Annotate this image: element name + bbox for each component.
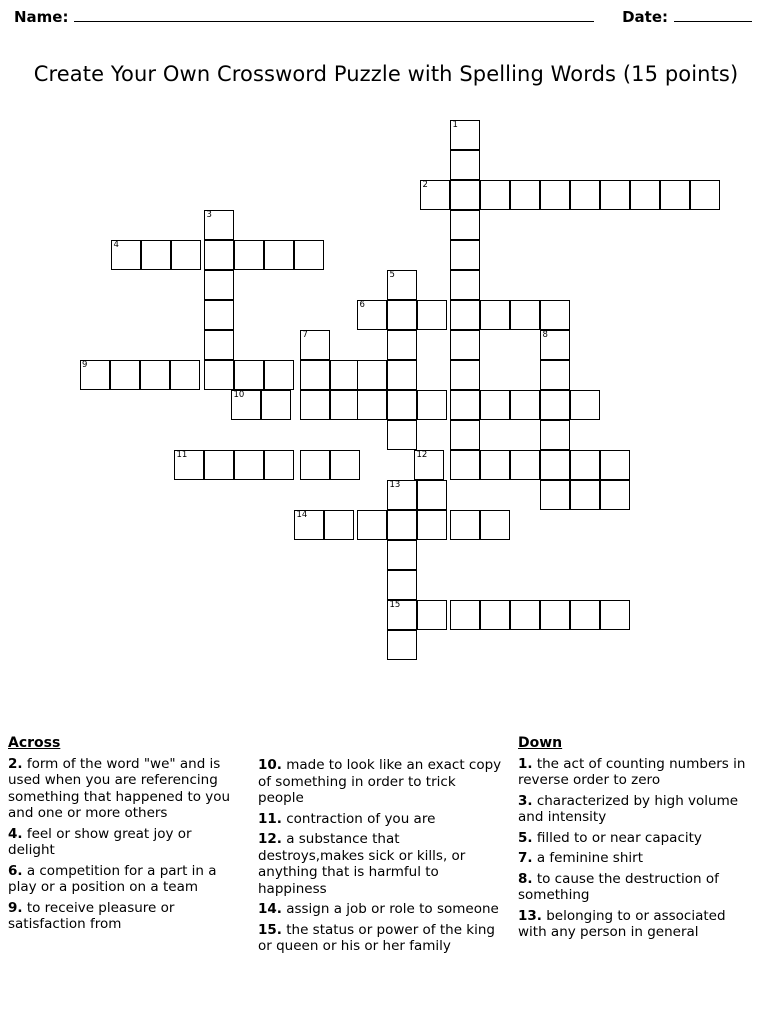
cell-number: 5 — [389, 270, 395, 280]
crossword-cell[interactable] — [480, 180, 510, 210]
clue-item — [8, 826, 240, 859]
crossword-cell-start-14[interactable] — [294, 510, 324, 540]
crossword-cell[interactable] — [570, 390, 600, 420]
crossword-cell[interactable] — [570, 600, 600, 630]
crossword-cell[interactable] — [480, 450, 510, 480]
cell-number: 15 — [389, 600, 401, 610]
clue-item — [518, 871, 758, 904]
date-write-line[interactable] — [674, 21, 752, 22]
across-clue-column-2 — [258, 735, 503, 959]
cell-number: 3 — [206, 210, 212, 220]
crossword-cell[interactable] — [357, 360, 387, 390]
across-clue-list-2 — [258, 757, 503, 955]
crossword-cell-start-5[interactable] — [387, 270, 417, 300]
clue-item — [8, 900, 240, 933]
crossword-cell[interactable] — [450, 300, 480, 330]
crossword-cell[interactable] — [387, 510, 417, 540]
clue-number: 4. — [8, 825, 23, 842]
crossword-cell[interactable] — [234, 360, 264, 390]
crossword-cell[interactable] — [264, 240, 294, 270]
crossword-cell[interactable] — [450, 150, 480, 180]
crossword-cell[interactable] — [600, 180, 630, 210]
crossword-cell[interactable] — [570, 180, 600, 210]
crossword-cell[interactable] — [450, 360, 480, 390]
crossword-cell[interactable] — [330, 450, 360, 480]
clue-number: 11. — [258, 810, 282, 827]
crossword-cell-start-13[interactable] — [387, 480, 417, 510]
crossword-cell[interactable] — [450, 390, 480, 420]
clue-number: 14. — [258, 901, 282, 917]
crossword-cell[interactable] — [510, 300, 540, 330]
crossword-cell[interactable] — [387, 630, 417, 660]
crossword-cell[interactable] — [660, 180, 690, 210]
crossword-cell[interactable] — [204, 300, 234, 330]
crossword-cell[interactable] — [450, 450, 480, 480]
crossword-cell[interactable] — [690, 180, 720, 210]
down-heading: Down — [518, 735, 563, 751]
crossword-cell-start-12[interactable] — [414, 450, 444, 480]
crossword-cell[interactable] — [324, 510, 354, 540]
clue-text: characterized by high volume and intensity — [518, 792, 739, 825]
crossword-cell[interactable] — [170, 360, 200, 390]
crossword-cell[interactable] — [417, 480, 447, 510]
clue-number: 5. — [518, 829, 533, 846]
clue-number: 2. — [8, 755, 23, 772]
clue-item — [518, 850, 758, 867]
clue-text: contraction of you are — [281, 810, 436, 827]
crossword-cell[interactable] — [387, 570, 417, 600]
page-title: Create Your Own Crossword Puzzle with Spelling Words (15 points) — [33, 62, 739, 86]
crossword-cell[interactable] — [450, 210, 480, 240]
crossword-cell[interactable] — [450, 330, 480, 360]
cell-number: 14 — [296, 510, 308, 520]
clue-number: 8. — [518, 870, 533, 887]
crossword-cell[interactable] — [540, 300, 570, 330]
crossword-cell[interactable] — [264, 450, 294, 480]
crossword-cell[interactable] — [387, 540, 417, 570]
crossword-cell[interactable] — [540, 480, 570, 510]
crossword-cell-start-4[interactable] — [111, 240, 141, 270]
clue-number: 13. — [518, 907, 542, 924]
crossword-cell-start-10[interactable] — [231, 390, 261, 420]
crossword-cell[interactable] — [480, 390, 510, 420]
clue-item — [518, 908, 758, 941]
worksheet-header — [14, 8, 758, 32]
crossword-cell[interactable] — [600, 480, 630, 510]
crossword-cell[interactable] — [540, 360, 570, 390]
crossword-cell-start-7[interactable] — [300, 330, 330, 360]
clue-number: 10. — [258, 757, 282, 773]
clue-item — [258, 757, 503, 807]
crossword-cell-start-2[interactable] — [420, 180, 450, 210]
crossword-cell[interactable] — [204, 240, 234, 270]
down-clue-list — [518, 756, 758, 941]
crossword-cell[interactable] — [264, 360, 294, 390]
clue-item — [8, 756, 240, 822]
cell-number: 6 — [359, 300, 365, 310]
crossword-cell[interactable] — [570, 480, 600, 510]
across-clue-column-1 — [8, 735, 240, 937]
clue-text: to receive pleasure or satisfaction from — [8, 899, 175, 932]
crossword-cell-start-15[interactable] — [387, 600, 417, 630]
crossword-cell[interactable] — [387, 300, 417, 330]
clue-text: a competition for a part in a play or a position on a team — [8, 862, 217, 895]
clue-text: a substance that destroys,makes sick or kills, or anything that is harmful to happiness — [258, 831, 466, 897]
date-label: Date: — [622, 8, 668, 26]
clue-number: 15. — [258, 921, 282, 938]
crossword-cell[interactable] — [540, 600, 570, 630]
cell-number: 7 — [302, 330, 308, 340]
clue-item — [518, 830, 758, 847]
crossword-cell[interactable] — [234, 240, 264, 270]
cell-number: 11 — [176, 450, 188, 460]
crossword-cell[interactable] — [261, 390, 291, 420]
name-label: Name: — [14, 8, 69, 26]
clue-text: made to look like an exact copy of something in order to trick people — [258, 757, 502, 806]
crossword-cell[interactable] — [630, 180, 660, 210]
clue-text: filled to or near capacity — [532, 829, 702, 846]
clue-item — [258, 922, 503, 955]
clue-text: the act of counting numbers in reverse order to zero — [518, 755, 746, 788]
clue-item — [518, 793, 758, 826]
crossword-cell[interactable] — [450, 600, 480, 630]
cell-number: 10 — [233, 390, 245, 400]
clue-text: form of the word "we" and is used when you are referencing something that happened to you and one or more others — [8, 755, 231, 821]
crossword-cell[interactable] — [330, 390, 360, 420]
crossword-cell[interactable] — [510, 180, 540, 210]
crossword-cell[interactable] — [387, 360, 417, 390]
crossword-cell[interactable] — [387, 390, 417, 420]
crossword-cell[interactable] — [480, 300, 510, 330]
crossword-cell[interactable] — [450, 510, 480, 540]
crossword-cell[interactable] — [540, 180, 570, 210]
crossword-cell[interactable] — [450, 240, 480, 270]
across-clue-list-1 — [8, 756, 240, 933]
crossword-cell[interactable] — [417, 510, 447, 540]
crossword-cell[interactable] — [357, 390, 387, 420]
crossword-cell[interactable] — [204, 330, 234, 360]
crossword-cell[interactable] — [204, 270, 234, 300]
clue-number: 7. — [518, 850, 533, 866]
crossword-cell[interactable] — [330, 360, 360, 390]
crossword-cell-start-9[interactable] — [80, 360, 110, 390]
crossword-cell-start-8[interactable] — [540, 330, 570, 360]
clue-text: the status or power of the king or queen or his or her family — [258, 921, 495, 954]
crossword-cell[interactable] — [141, 240, 171, 270]
cell-number: 13 — [389, 480, 401, 490]
name-write-line[interactable] — [74, 21, 594, 22]
crossword-cell[interactable] — [540, 420, 570, 450]
crossword-cell[interactable] — [300, 390, 330, 420]
crossword-cell[interactable] — [450, 420, 480, 450]
clue-item — [258, 901, 503, 918]
crossword-cell[interactable] — [417, 300, 447, 330]
crossword-cell[interactable] — [171, 240, 201, 270]
crossword-cell[interactable] — [480, 600, 510, 630]
clue-item — [258, 811, 503, 828]
clue-item — [258, 831, 503, 897]
crossword-cell-start-6[interactable] — [357, 300, 387, 330]
crossword-cell[interactable] — [570, 450, 600, 480]
crossword-grid[interactable] — [0, 112, 772, 682]
crossword-cell-start-1[interactable] — [450, 120, 480, 150]
crossword-cell[interactable] — [387, 420, 417, 450]
across-heading: Across — [8, 735, 61, 751]
crossword-cell[interactable] — [540, 390, 570, 420]
crossword-cell[interactable] — [204, 360, 234, 390]
crossword-cell[interactable] — [300, 360, 330, 390]
crossword-cell[interactable] — [600, 450, 630, 480]
crossword-cell[interactable] — [294, 240, 324, 270]
clue-item — [8, 863, 240, 896]
cell-number: 9 — [82, 360, 88, 370]
clue-number: 1. — [518, 755, 533, 772]
crossword-cell-start-3[interactable] — [204, 210, 234, 240]
crossword-cell[interactable] — [234, 450, 264, 480]
cell-number: 2 — [422, 180, 428, 190]
crossword-cell[interactable] — [387, 330, 417, 360]
crossword-cell[interactable] — [417, 390, 447, 420]
column-spacer — [258, 735, 503, 757]
crossword-cell[interactable] — [540, 450, 570, 480]
clue-number: 12. — [258, 831, 282, 847]
crossword-cell[interactable] — [140, 360, 170, 390]
crossword-cell[interactable] — [600, 600, 630, 630]
clue-text: feel or show great joy or delight — [8, 825, 192, 858]
crossword-cell[interactable] — [450, 180, 480, 210]
clue-text: assign a job or role to someone — [281, 901, 499, 917]
crossword-cell[interactable] — [510, 600, 540, 630]
crossword-cell[interactable] — [450, 270, 480, 300]
clue-number: 6. — [8, 862, 23, 879]
clue-text: to cause the destruction of something — [518, 870, 719, 903]
crossword-cell[interactable] — [510, 450, 540, 480]
crossword-cell[interactable] — [110, 360, 140, 390]
crossword-cell[interactable] — [204, 450, 234, 480]
crossword-cell[interactable] — [417, 600, 447, 630]
crossword-cell[interactable] — [357, 510, 387, 540]
down-clue-column — [518, 735, 758, 945]
clues-section — [0, 735, 772, 1020]
clue-item — [518, 756, 758, 789]
cell-number: 12 — [416, 450, 428, 460]
crossword-cell[interactable] — [510, 390, 540, 420]
clue-number: 3. — [518, 792, 533, 809]
clue-text: belonging to or associated with any person in general — [518, 907, 726, 940]
cell-number: 4 — [113, 240, 119, 250]
cell-number: 8 — [542, 330, 548, 340]
crossword-cell-start-11[interactable] — [174, 450, 204, 480]
clue-number: 9. — [8, 899, 23, 916]
cell-number: 1 — [452, 120, 458, 130]
crossword-cell[interactable] — [300, 450, 330, 480]
crossword-cell[interactable] — [480, 510, 510, 540]
clue-text: a feminine shirt — [532, 850, 643, 866]
